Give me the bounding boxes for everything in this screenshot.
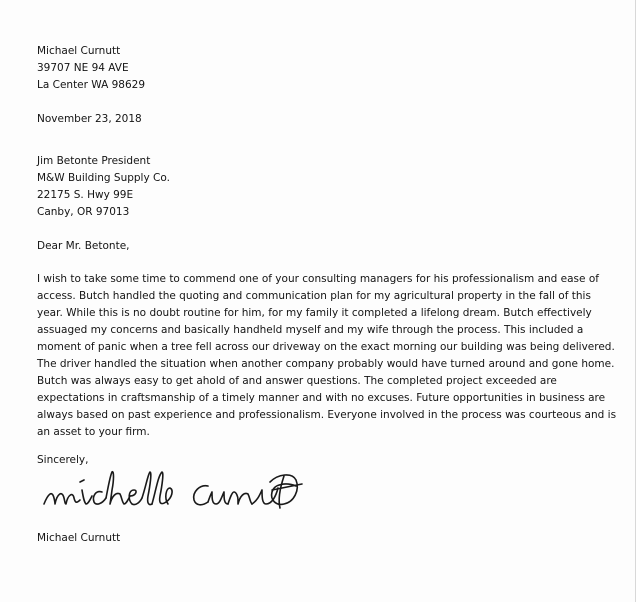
letter-body <box>37 271 622 441</box>
body-line: assuaged my concerns and basically handheld myself and my wife through the process. This included a <box>37 324 584 336</box>
signer-name: Michael Curnutt <box>37 532 121 544</box>
body-line: an asset to your firm. <box>37 426 150 438</box>
recipient-name-title: Jim Betonte President <box>37 155 151 167</box>
body-line: always based on past experience and professionalism. Everyone involved in the process was courteous and is <box>37 409 617 421</box>
body-line: The driver handled the situation when another company probably would have turned around and gone home. <box>37 358 615 370</box>
closing: Sincerely, <box>37 454 89 466</box>
sender-address <box>37 43 622 94</box>
body-line: Butch was always easy to get ahold of and answer questions. The completed project exceeded are <box>37 375 557 387</box>
sender-name: Michael Curnutt <box>37 45 121 57</box>
body-line: moment of panic when a tree fell across our driveway on the exact morning our building was being delivered. <box>37 341 615 353</box>
recipient-address <box>37 153 622 221</box>
letter-text <box>37 43 622 469</box>
body-line: year. While this is no doubt routine for him, for my family it completed a lifelong dream. Butch effectively <box>37 307 592 319</box>
handwritten-signature <box>40 460 320 520</box>
recipient-street: 22175 S. Hwy 99E <box>37 189 134 201</box>
salutation: Dear Mr. Betonte, <box>37 240 130 252</box>
recipient-company: M&W Building Supply Co. <box>37 172 170 184</box>
body-line: access. Butch handled the quoting and communication plan for my agricultural property in the fall of this <box>37 290 591 302</box>
body-line: I wish to take some time to commend one of your consulting managers for his professionalism and ease of <box>37 273 599 285</box>
recipient-city-state-zip: Canby, OR 97013 <box>37 206 130 218</box>
sender-street: 39707 NE 94 AVE <box>37 62 129 74</box>
sender-city-state-zip: La Center WA 98629 <box>37 79 146 91</box>
letter-date: November 23, 2018 <box>37 113 142 125</box>
body-line: expectations in craftsmanship of a timely manner and with no excuses. Future opportunities in business are <box>37 392 606 404</box>
